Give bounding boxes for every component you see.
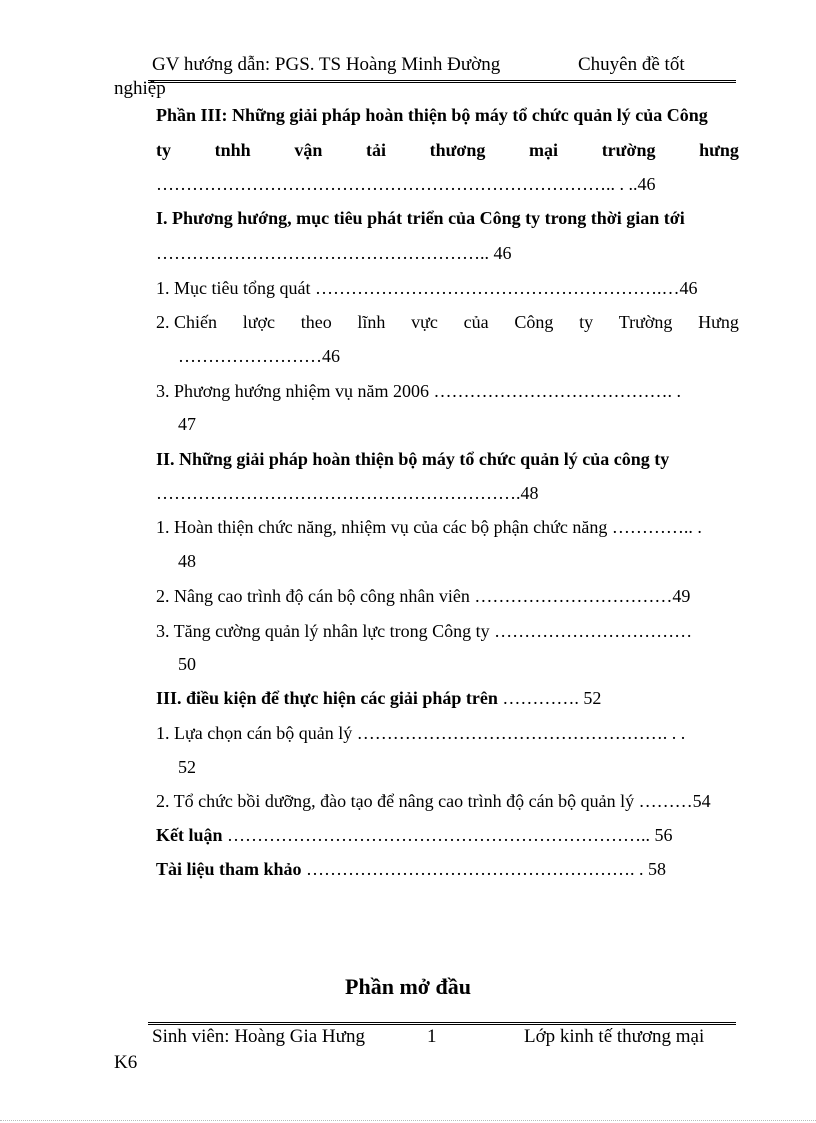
toc-section3-title: III. điều kiện để thực hiện các giải pháp trên — [156, 688, 498, 708]
toc-references-leader: ………………………………………………. . 58 — [301, 859, 667, 879]
toc-word: ty — [579, 312, 594, 332]
toc-conclusion-leader: …………………………………………………………….. 56 — [222, 825, 673, 845]
page-edge — [0, 1120, 816, 1121]
toc-word: Công — [514, 312, 554, 332]
toc-item-1-3: 3. Phương hướng nhiệm vụ năm 2006 …………………………………. . — [156, 381, 682, 401]
toc-item-2-1: 1. Hoàn thiện chức năng, nhiệm vụ của các bộ phận chức năng ………….. . — [156, 517, 702, 537]
footer-rule — [148, 1022, 736, 1025]
toc-word: tnhh — [214, 140, 251, 160]
toc-item-2-3-page: 50 — [178, 654, 196, 674]
toc-word: thương — [429, 140, 486, 160]
footer-class-wrap: K6 — [114, 1052, 138, 1073]
toc-part3-title-continued — [156, 139, 739, 161]
header-advisor: GV hướng dẫn: PGS. TS Hoàng Minh Đường — [152, 54, 501, 75]
toc-item-2-2: 2. Nâng cao trình độ cán bộ công nhân viên ……………………………49 — [156, 586, 691, 606]
toc-item-2-1-page: 48 — [178, 551, 196, 571]
toc-section1-title: I. Phương hướng, mục tiêu phát triển của Công ty trong thời gian tới — [156, 208, 685, 228]
toc-item-2-3: 3. Tăng cường quản lý nhân lực trong Công ty …………………………… — [156, 621, 693, 641]
toc-word: hưng — [699, 140, 739, 160]
footer-student: Sinh viên: Hoàng Gia Hưng — [152, 1026, 365, 1047]
toc-item-1-2-leader: ……………………46 — [178, 346, 340, 366]
toc-word: vực — [411, 312, 438, 332]
toc-word: 2. Chiến — [156, 312, 217, 332]
section-title: Phần mở đầu — [345, 974, 471, 999]
toc-conclusion-label: Kết luận — [156, 825, 223, 845]
toc-word: của — [463, 312, 489, 332]
toc-references — [156, 858, 666, 880]
toc-item-3-1: 1. Lựa chọn cán bộ quản lý ……………………………………………. . . — [156, 723, 686, 743]
toc-word: Hưng — [698, 312, 739, 332]
toc-section1-leader: ……………………………………………….. 46 — [156, 243, 512, 263]
toc-conclusion — [156, 824, 673, 846]
toc-section2-leader: …………………………………………………….48 — [156, 483, 539, 503]
toc-item-3-2: 2. Tổ chức bồi dưỡng, đào tạo để nâng cao trình độ cán bộ quản lý ………54 — [156, 791, 711, 811]
toc-word: Trường — [618, 312, 673, 332]
toc-word: tải — [365, 140, 386, 160]
toc-part3-leader: ………………………………………………………………….. . ..46 — [156, 174, 656, 194]
toc-references-label: Tài liệu tham khảo — [156, 859, 302, 879]
toc-section2-title: II. Những giải pháp hoàn thiện bộ máy tổ chức quản lý của công ty — [156, 449, 670, 469]
footer-class: Lớp kinh tế thương mại — [524, 1026, 705, 1047]
toc-item-3-1-page: 52 — [178, 757, 196, 777]
footer-page-number: 1 — [427, 1026, 437, 1047]
toc-word: lược — [242, 312, 275, 332]
header-thesis-label: Chuyên đề tốt — [578, 54, 685, 75]
header-rule — [148, 80, 736, 83]
toc-word: theo — [300, 312, 332, 332]
toc-section3 — [156, 687, 601, 709]
toc-part3-title: Phần III: Những giải pháp hoàn thiện bộ máy tổ chức quản lý của Công — [156, 105, 708, 125]
toc-word: vận — [294, 140, 323, 160]
toc-word: mại — [529, 140, 559, 160]
toc-word: lĩnh — [357, 312, 386, 332]
toc-word: trường — [601, 140, 656, 160]
toc-item-1-1: 1. Mục tiêu tổng quát ………………………………………………….…46 — [156, 278, 698, 298]
toc-item-1-3-page: 47 — [178, 414, 196, 434]
toc-word: ty — [156, 140, 171, 160]
header-thesis-label-wrap: nghiệp — [114, 78, 166, 99]
toc-item-1-2 — [156, 311, 739, 333]
toc-section3-leader: …………. 52 — [497, 688, 602, 708]
